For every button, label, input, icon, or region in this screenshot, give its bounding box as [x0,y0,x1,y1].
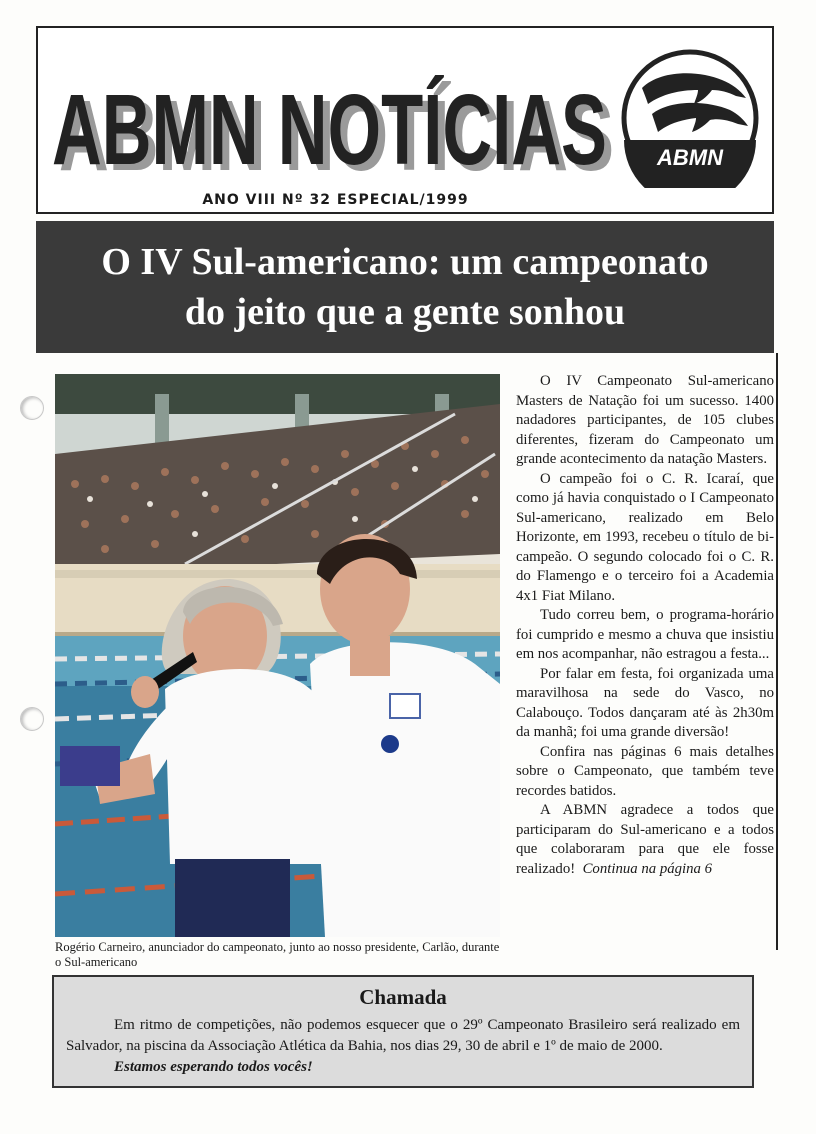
photo-caption: Rogério Carneiro, anunciador do campeonato, junto ao nosso presidente, Carlão, durante o Sul-americano [55,940,500,969]
punch-hole [20,396,44,420]
masthead [36,26,774,214]
article-body [516,372,774,879]
column-rule [776,353,778,950]
svg-text:ABMN NOTÍCIAS: ABMN NOTÍCIAS [52,74,607,186]
article-paragraph [516,801,774,879]
headline-banner [36,221,774,353]
chamada-signoff: Estamos esperando todos vocês! [114,1059,313,1075]
chamada-title: Chamada [359,985,447,1009]
chamada-box [52,975,754,1088]
chamada-body: Em ritmo de competições, não podemos esquecer que o 29º Campeonato Brasileiro será realizado em Salvador, na piscina da Associação Atlética da Bahia, nos dias 29, 30 de abril e 1º de maio de 2000. [66,1017,740,1054]
masthead-title [52,42,642,192]
punch-hole [20,707,44,731]
continue-note: Continua na página 6 [582,860,713,877]
headline-line-2: do jeito que a gente sonhou [184,291,626,333]
event-photo [55,374,500,937]
article-paragraph: O IV Campeonato Sul-americano Masters de Natação foi um sucesso. 1400 nadadores participantes, de 105 clubes diferentes, fizeram do Campeonato um grande acontecimento da natação Masters. [516,373,774,467]
article-last-paragraph: A ABMN agradece a todos que participaram do Sul-americano e a todos que colaboraram para que ele fosse realizado! [516,802,774,877]
svg-text:ABMN NOTÍCIAS: ABMN NOTÍCIAS [59,80,614,192]
svg-text:ABMN: ABMN [657,145,723,170]
article-paragraph: Tudo correu bem, o programa-horário foi cumprido e mesmo a chuva que insistiu em nos acompanhar, não estragou a festa... [516,607,774,662]
issue-line: ANO VIII Nº 32 ESPECIAL/1999 [202,192,469,208]
abmn-logo [620,48,760,188]
article-paragraph: O campeão foi o C. R. Icaraí, que como já havia conquistado o I Campeonato Sul-americano, realizado em Belo Horizonte, em 1993, recebeu o título de bi-campeão. O segundo colocado foi o C. R. do Flamengo e o terceiro foi a Academia 4x1 Fiat Milano. [516,470,774,604]
headline-line-1: O IV Sul-americano: um campeonato [101,241,709,283]
article-paragraph: Confira nas páginas 6 mais detalhes sobre o Campeonato, que também teve recordes batidos. [516,743,774,799]
article-paragraph: Por falar em festa, foi organizada uma maravilhosa na sede do Vasco, no Calabouço. Todos dançaram até às 2h30m da manhã; foi uma grande diversão! [516,665,774,740]
